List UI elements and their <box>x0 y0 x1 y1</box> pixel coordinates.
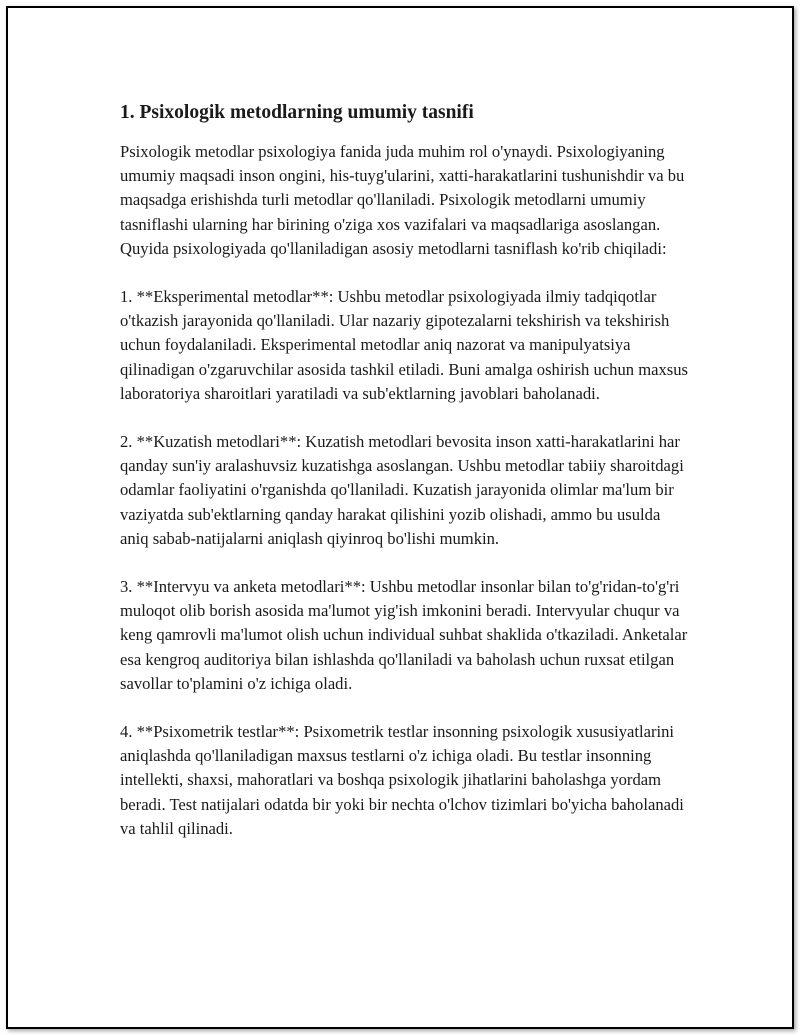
paragraph-experimental-methods: 1. **Eksperimental metodlar**: Ushbu metodlar psixologiyada ilmiy tadqiqotlar o'tkazish jarayonida qo'llaniladi. Ular nazariy gipotezalarni tekshirish va tekshirish uchun foydalaniladi. Eksperimental metodlar aniq nazorat va manipulyatsiya qilinadigan o'zgaruvchilar asosida tashkil etiladi. Buni amalga oshirish uchun maxsus laboratoriya sharoitlari yaratiladi va sub'ektlarning javoblari baholanadi. <box>120 287 688 403</box>
document-page <box>6 6 794 1029</box>
intro-paragraph: Psixologik metodlar psixologiya fanida juda muhim rol o'ynaydi. Psixologiyaning umumiy maqsadi inson ongini, his-tuyg'ularini, xatti-harakatlarini tushunishdir va bu maqsadga erishishda turli metodlar qo'llaniladi. Psixologik metodlarni umumiy tasniflashi ularning har birining o'ziga xos vazifalari va maqsadlariga asoslangan. Quyida psixologiyada qo'llaniladigan asosiy metodlarni tasniflash ko'rib chiqiladi: <box>120 142 685 258</box>
paragraph-interview-survey-methods: 3. **Intervyu va anketa metodlari**: Ushbu metodlar insonlar bilan to'g'ridan-to'g'ri muloqot olib borish asosida ma'lumot yig'ish imkonini beradi. Intervyular chuqur va keng qamrovli ma'lumot olish uchun individual suhbat shaklida o'tkaziladi. Anketalar esa kengroq auditoriya bilan ishlashda qo'llaniladi va baholash uchun ruxsat etilgan savollar to'plamini o'z ichiga oladi. <box>120 577 688 693</box>
document-body <box>120 100 690 865</box>
section-title: 1. Psixologik metodlarning umumiy tasnifi <box>120 102 474 123</box>
paragraph-psychometric-tests: 4. **Psixometrik testlar**: Psixometrik testlar insonning psixologik xususiyatlarini aniqlashda qo'llaniladigan maxsus testlarni o'z ichiga oladi. Bu testlar insonning intellekti, shaxsi, mahoratlari va boshqa psixologik jihatlarini baholashga yordam beradi. Test natijalari odatda bir yoki bir nechta o'lchov tizimlari bo'yicha baholanadi va tahlil qilinadi. <box>120 722 684 838</box>
paragraph-observation-methods: 2. **Kuzatish metodlari**: Kuzatish metodlari bevosita inson xatti-harakatlarini har qanday sun'iy aralashuvsiz kuzatishga asoslangan. Ushbu metodlar tabiiy sharoitdagi odamlar faoliyatini o'rganishda qo'llaniladi. Kuzatish jarayonida olimlar ma'lum bir vaziyatda sub'ektlarning qanday harakat qilishini yozib olishadi, ammo bu usulda aniq sabab-natijalarni aniqlash qiyinroq bo'lishi mumkin. <box>120 432 684 548</box>
